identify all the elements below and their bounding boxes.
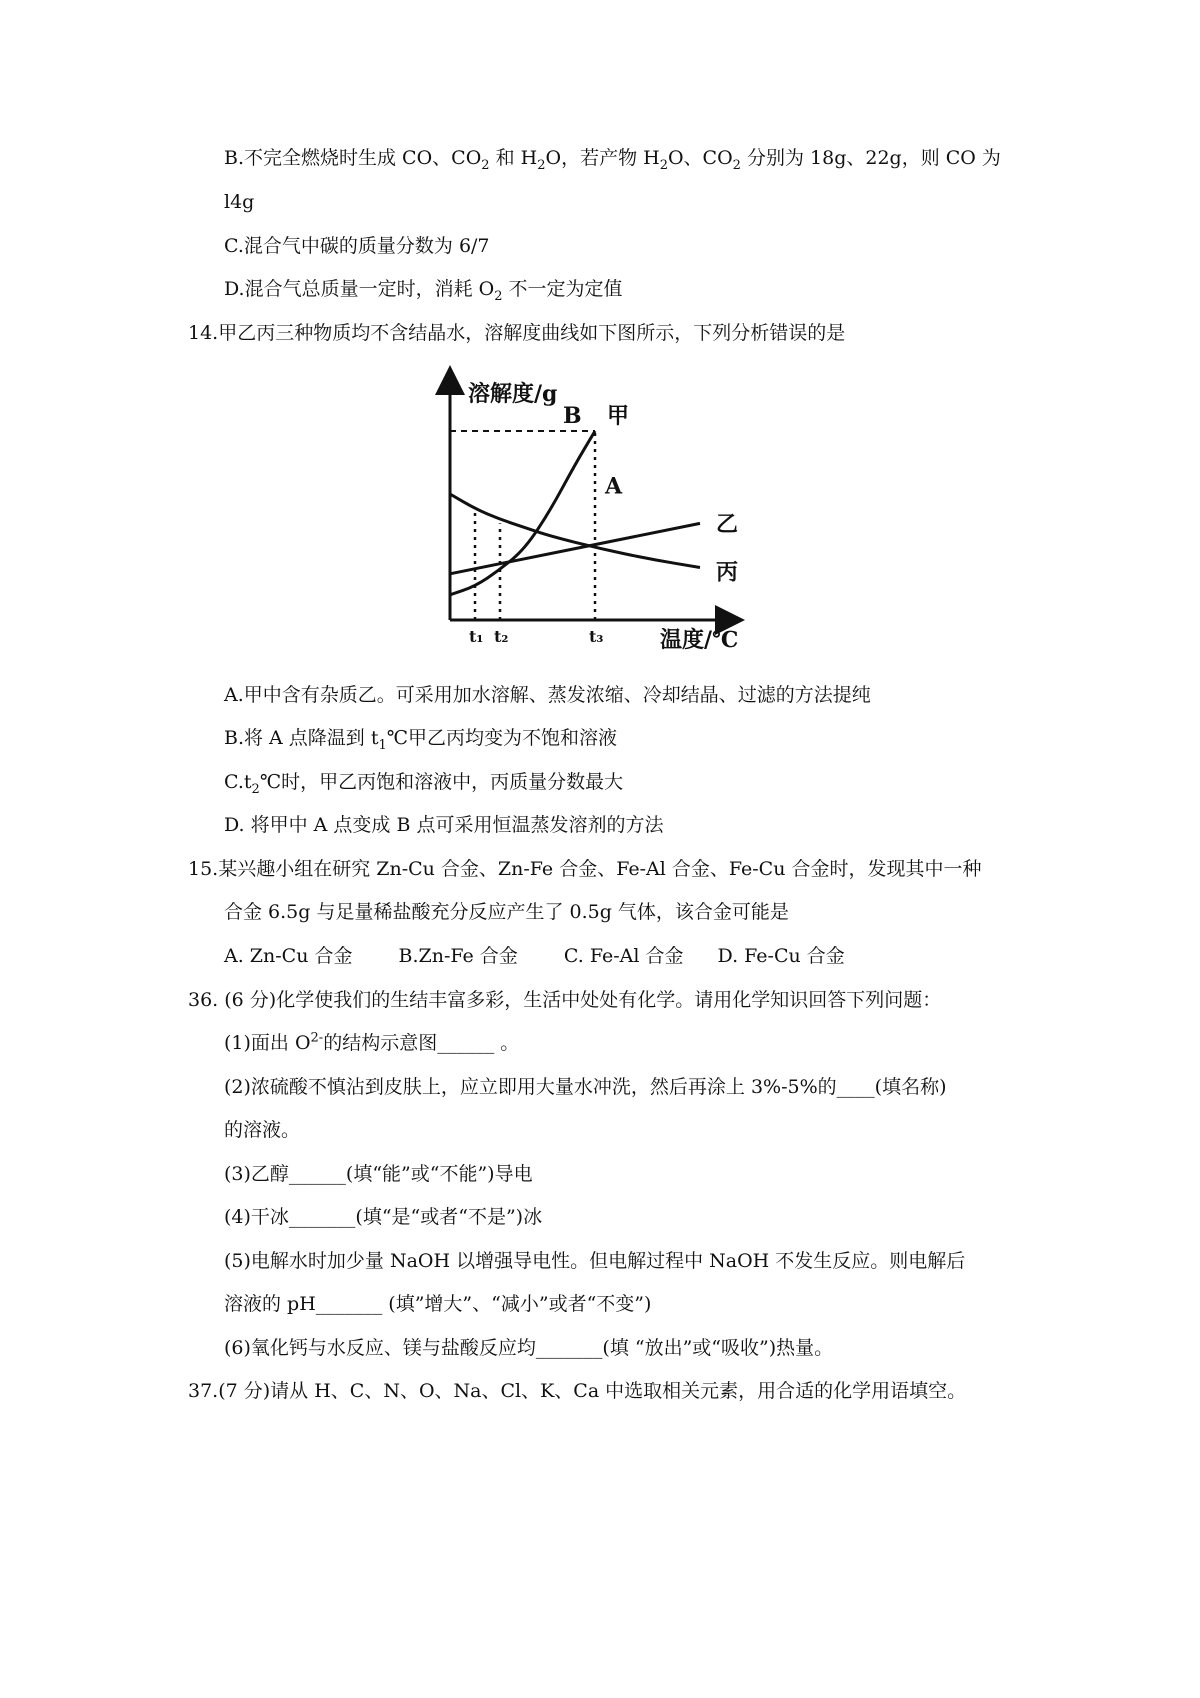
- q14-option-c: $C.t_2℃$时，甲乙丙饱和溶液中，丙质量分数最大: [224, 771, 624, 797]
- q13-option-c: C.混合气中碳的质量分数为 6/7: [224, 235, 490, 257]
- label-乙: 乙: [716, 511, 739, 538]
- q15-choice: C. Fe-Al 合金: [563, 945, 684, 967]
- x-ticks: [469, 627, 603, 646]
- y-axis-label: 溶解度/g: [468, 381, 558, 407]
- label-丙: 丙: [716, 559, 739, 586]
- q36-stem: 36. (6 分)化学使我们的生结丰富多彩，生活中处处有化学。请用化学知识回答下列问题：: [188, 989, 942, 1011]
- q36-part-4: (4)干冰_______(填“是“或者“不是”)冰: [224, 1206, 543, 1228]
- label-A: A: [605, 473, 623, 500]
- x-axis-label: 温度/℃: [660, 627, 739, 653]
- q15-choice: A. Zn-Cu 合金: [224, 945, 353, 967]
- q36-part-6: (6)氧化钙与水反应、镁与盐酸反应均_______(填 “放出”或“吸收”)热量。: [224, 1337, 834, 1359]
- q14-option-a: A.甲中含有杂质乙。可采用加水溶解、蒸发浓缩、冷却结晶、过滤的方法提纯: [224, 684, 871, 706]
- q15-stem-line1: 15.某兴趣小组在研究 Zn-Cu 合金、Zn-Fe 合金、Fe-Al 合金、Fe-Cu 合金时，发现其中一种: [188, 858, 982, 880]
- q15-choices: [224, 943, 885, 969]
- q13-option-b: B.不完全燃烧时生成 CO、$CO_2$ 和 $H_2O$，若产物 $H_2O$、$CO_2$ 分别为 18g、22g，则 CO 为: [224, 147, 1001, 173]
- q15-choice: D. Fe-Cu 合金: [717, 945, 845, 967]
- q37-stem: 37.(7 分)请从 H、C、N、O、Na、Cl、K、Ca 中选取相关元素，用合适的化学用语填空。: [188, 1380, 967, 1402]
- curves: [450, 431, 700, 595]
- label-B: B: [563, 403, 582, 429]
- q13-option-b-wrap: l4g: [224, 191, 255, 213]
- solubility-chart: [430, 381, 810, 715]
- q36-part-5: (5)电解水时加少量 NaOH 以增强导电性。但电解过程中 NaOH 不发生反应。则电解后: [224, 1250, 966, 1272]
- q36-part-1: (1)面出 $O^{2-}$的结构示意图______ 。: [224, 1030, 520, 1054]
- q36-part-5-wrap: 溶液的 pH_______ (填”增大”、“减小”或者“不变”): [224, 1293, 652, 1315]
- q36-part-3: (3)乙醇______(填“能”或“不能”)导电: [224, 1163, 533, 1185]
- q15-choice: B.Zn-Fe 合金: [398, 945, 518, 967]
- q13-option-d: D.混合气总质量一定时，消耗 $O_2$ 不一定为定值: [224, 278, 623, 304]
- q15-stem-line2: 合金 6.5g 与足量稀盐酸充分反应产生了 0.5g 气体，该合金可能是: [224, 901, 789, 923]
- q14-stem: 14.甲乙丙三种物质均不含结晶水，溶解度曲线如下图所示，下列分析错误的是: [188, 322, 846, 344]
- q14-option-d: D. 将甲中 A 点变成 B 点可采用恒温蒸发溶剂的方法: [224, 814, 664, 836]
- curve-乙: [450, 523, 700, 573]
- x-tick-label: t₁: [469, 627, 484, 646]
- label-甲: 甲: [607, 403, 630, 429]
- x-tick-label: t₂: [494, 627, 509, 646]
- q36-part-2: (2)浓硫酸不慎沾到皮肤上，应立即用大量水冲洗，然后再涂上 3%-5%的____(填名称): [224, 1076, 947, 1098]
- q14-option-b: B.将 A 点降温到 $t_1℃$甲乙丙均变为不饱和溶液: [224, 727, 618, 753]
- x-tick-label: t₃: [589, 627, 604, 646]
- q36-part-2-wrap: 的溶液。: [224, 1119, 301, 1141]
